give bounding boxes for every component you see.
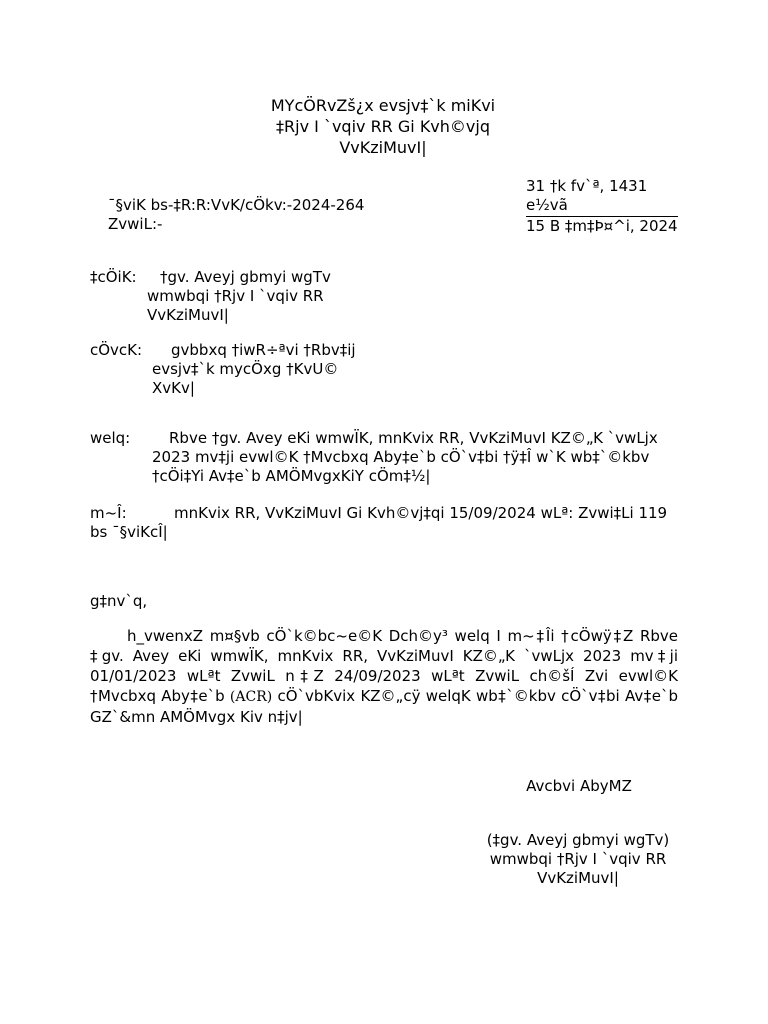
date-bengali: 31 †k fv`ª, 1431 e½vã	[526, 177, 678, 217]
signature-block	[478, 831, 678, 888]
subject-line3: †cÖi‡Yi Av‡e`b AMÖMvgxKiY cÖm‡½|	[152, 467, 431, 485]
sender-line3: VvKziMuvI|	[147, 306, 229, 324]
recipient-line1: gvbbxq †iwR÷ªvi †Rbv‡ij	[171, 341, 356, 359]
office-name-line3: VvKziMuvI|	[339, 138, 427, 157]
memo-number: ¯§viK bs-‡R:R:VvK/cÖkv:-2024-264	[108, 196, 365, 214]
recipient-line2: evsjv‡`k mycÖxg †KvU©	[152, 360, 339, 378]
acr-abbreviation: (ACR)	[229, 689, 273, 705]
signatory-name: (‡gv. Aveyj gbmyi wgTv)	[486, 831, 670, 849]
sender-line2: wmwbqi †Rjv I `vqiv RR	[147, 287, 324, 305]
recipient-block	[90, 341, 678, 401]
body-text-part2: cÖ`vbKvix KZ©„cÿ welqK wb‡`©kbv cÖ`v‡bi Av‡e`b GZ`&mn AMÖMvgx Kiv n‡jv|	[90, 687, 678, 726]
subject-text	[152, 429, 678, 486]
office-name-line2: ‡Rjv I `vqiv RR Gi Kvh©vjq	[276, 117, 490, 136]
subject-block	[90, 429, 678, 489]
sender-details	[90, 268, 490, 325]
recipient-line3: XvKv|	[152, 379, 195, 397]
memo-block	[108, 196, 408, 234]
reference-line1: mnKvix RR, VvKziMuvI Gi Kvh©vj‡qi 15/09/2024 wLª: Zvwi‡Li 119	[174, 504, 668, 522]
body-text-part1: h_vwenxZ m¤§vb cÖ`k©bc~e©K Dch©y³ welq I m~‡Îi †cÖwÿ‡Z Rbve ‡gv. Avey eKi wmwÏK, mnKvix RR, VvKziMuvI KZ©„K `vwLjx 2023 mv‡ji 01/01/2023 wLªt ZvwiL n‡Z 24/09/2023 wLªt ZvwiL ch©šÍ Zvi evwl©K †Mvcbxq Aby‡e`b	[90, 627, 678, 705]
signatory-title: wmwbqi †Rjv I `vqiv RR	[489, 850, 667, 868]
memo-date-label: ZvwiL:-	[108, 215, 163, 233]
reference-label: m~Î:	[90, 504, 127, 522]
reference-text	[90, 504, 678, 542]
recipient-details	[90, 341, 490, 398]
letterhead	[160, 95, 606, 158]
sender-label: ‡cÖiK:	[90, 268, 137, 286]
subject-line2: 2023 mv‡ji evwl©K †Mvcbxq Aby‡e`b cÖ`v‡bi †ÿ‡Î w`K wb‡`©kbv	[152, 448, 650, 466]
subject-label: welq:	[90, 429, 131, 447]
recipient-label: cÖvcK:	[90, 341, 143, 359]
office-name-line1: MYcÖRvZš¿x evsjv‡`k miKvi	[270, 96, 496, 115]
date-gregorian: 15 B ‡m‡Þ¤^i, 2024	[526, 217, 678, 235]
salutation: g‡nv`q,	[90, 592, 148, 610]
signatory-location: VvKziMuvI|	[537, 869, 619, 887]
sender-block	[90, 268, 678, 328]
date-block	[526, 177, 678, 236]
body-paragraph	[90, 626, 678, 727]
sender-line1: †gv. Aveyj gbmyi wgTv	[160, 268, 331, 286]
reference-line2: bs ¯§viKcÎ|	[90, 523, 168, 541]
reference-block	[90, 504, 678, 544]
closing: Avcbvi AbyMZ	[526, 777, 632, 795]
subject-line1: Rbve †gv. Avey eKi wmwÏK, mnKvix RR, VvKziMuvI KZ©„K `vwLjx	[169, 429, 658, 447]
